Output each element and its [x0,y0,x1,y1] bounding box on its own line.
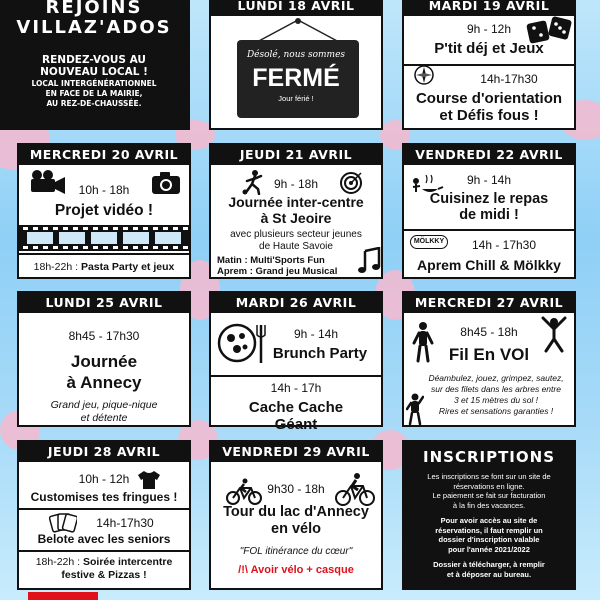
inscriptions-text: Les inscriptions se font sur un site de réservations en ligne. Le paiement se fait sur facturation à la fin des vacances. [427,472,551,510]
activity-title: Tour du lac d'Annecy en vélo [223,504,369,537]
activity-title: Cuisinez le repas de midi ! [429,191,549,223]
card-day-header: JEUDI 28 AVRIL [19,442,189,462]
evening-activity: 18h-22h : Soirée intercentre festive & Pizzas ! [35,556,173,581]
logo-fragment [28,592,98,600]
warning-text: /!\ Avoir vélo + casque [238,564,354,576]
molkky-badge: MÖLKKY [410,235,448,249]
activity-title: Projet vidéo ! [54,202,154,219]
time-slot: 10h - 18h [78,183,130,197]
activity-title: P'tit déj et Jeux [434,40,544,57]
intro-panel [0,0,190,130]
sign-main-text: FERMÉ [252,64,340,92]
card-day-header: VENDREDI 29 AVRIL [211,442,381,462]
film-strip-icon [19,225,189,251]
inscriptions-text: Pour avoir accès au site de réservations, il faut remplir un dossier d'inscription valable pour l'année 2021/2022 [435,516,543,554]
inscriptions-title: INSCRIPTIONS [423,448,555,466]
time-slot: 14h-17h30 [96,516,154,530]
activity-note: "FOL itinérance du cœur" [239,546,353,557]
divider [19,550,189,552]
card-day-header: LUNDI 18 AVRIL [211,0,381,16]
time-slot: 8h45 - 17h30 [68,329,140,343]
inscriptions-text: Dossier à télécharger, à remplir et à déposer au bureau. [433,560,545,579]
card-day-header: VENDREDI 22 AVRIL [404,145,574,165]
evening-activity: 18h-22h : Pasta Party et jeux [33,261,175,273]
card-day-header: JEUDI 21 AVRIL [211,145,381,165]
activity-schedule: Matin : Multi'Sports Fun Aprem : Grand jeu Musical [217,255,338,277]
activity-title: Journée à Annecy [66,352,142,392]
kid-climbing-icon [406,393,424,425]
activity-title: Aprem Chill & Mölkky [417,257,561,273]
time-slot: 8h45 - 18h [460,325,518,339]
card-lundi-18 [209,0,383,130]
time-slot: 9h - 14h [293,327,339,341]
time-slot: 14h - 17h [270,381,322,395]
activity-title: Brunch Party [272,345,368,362]
activity-note: Grand jeu, pique-nique et détente [50,399,158,424]
sign-bottom-text: Jour férié ! [278,94,314,103]
time-slot: 14h - 17h30 [471,238,537,252]
card-vendredi-29 [209,440,383,590]
time-slot: 10h - 12h [78,472,130,486]
activity-title: Customises tes fringues ! [30,490,178,504]
activity-note: Déambulez, jouez, grimpez, sautez, sur des filets dans les arbres entre 3 et 15 mètres du sol ! Rires et sensations garanties ! [428,373,564,416]
intro-text: RENDEZ-VOUS AU NOUVEAU LOCAL ! LOCAL INTERGÉNÉRATIONNEL EN FACE DE LA MAIRIE, AU REZ-DE-CHAUSSÉE. [31,54,157,108]
activity-title: Journée inter-centre à St Jeoire [228,194,364,226]
time-slot: 9h - 12h [466,22,512,36]
time-slot: 9h - 14h [466,173,512,187]
inscriptions-panel [402,440,576,590]
card-day-header: MARDI 26 AVRIL [211,293,381,313]
time-slot: 9h - 18h [273,177,319,191]
activity-title: Course d'orientation et Défis fous ! [415,90,563,124]
intro-title: REJOINS VILLAZ'ADOS [16,0,172,38]
activity-title: Cache Cache Géant [248,399,344,433]
activity-title: Belote avec les seniors [37,532,171,546]
divider [19,508,189,510]
card-day-header: MERCREDI 27 AVRIL [404,293,574,313]
card-jeudi-21 [209,143,383,279]
activity-title: Fil En VOl [448,345,530,364]
divider [211,375,381,377]
card-mercredi-20 [17,143,191,279]
music-note-icon [357,247,381,275]
card-lundi-25 [17,291,191,427]
card-mardi-26 [209,291,383,433]
sign-top-text: Désolé, nous sommes [246,50,346,60]
card-day-header: LUNDI 25 AVRIL [19,293,189,313]
activity-note: avec plusieurs secteur jeunes de Haute Savoie [230,229,362,252]
card-vendredi-22 [402,143,576,279]
card-day-header: MARDI 19 AVRIL [404,0,574,16]
card-jeudi-28 [17,440,191,590]
time-slot: 14h-17h30 [480,72,538,86]
divider [19,253,189,255]
card-mardi-19 [402,0,576,130]
time-slot: 9h30 - 18h [267,482,325,496]
card-mercredi-27 [402,291,576,427]
divider [404,229,574,231]
card-day-header: MERCREDI 20 AVRIL [19,145,189,165]
